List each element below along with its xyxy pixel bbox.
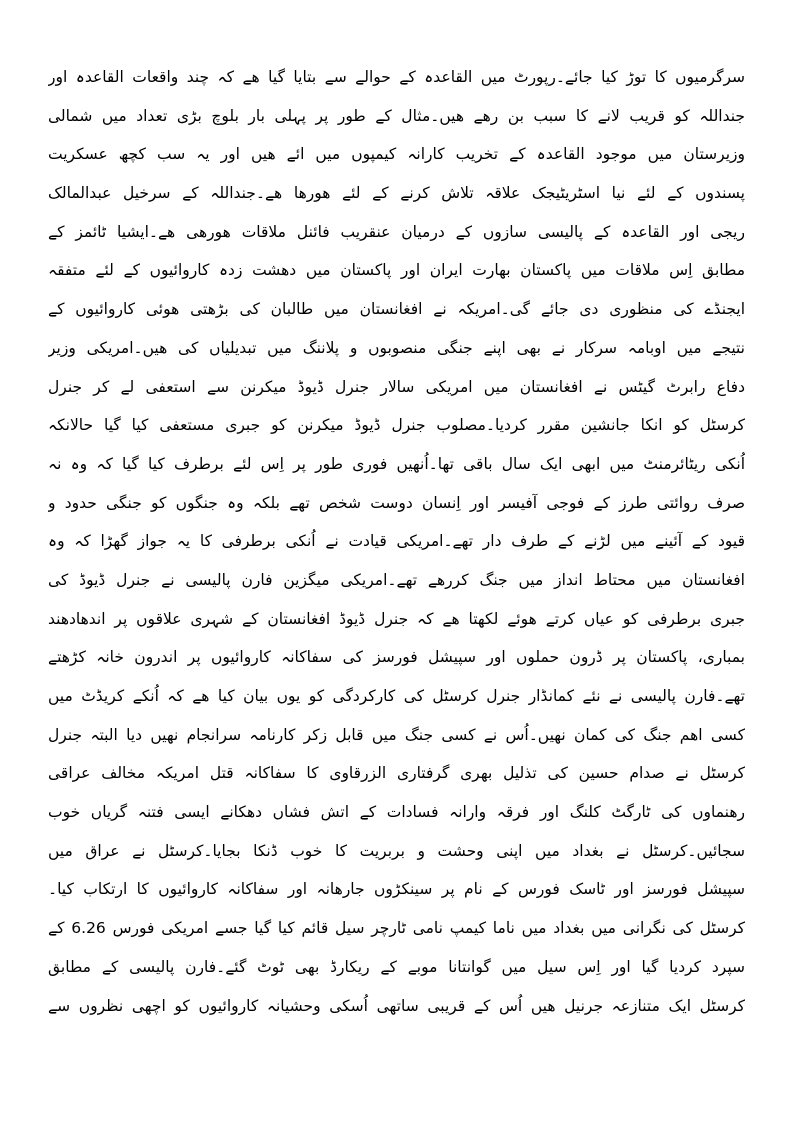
text-line-1: سرگرمیوں کا توڑ کیا جائے۔رپورٹ میں القاعدہ کے حوالے سے بتایا گیا ھے کہ چند واقعات القاعدہ اور — [48, 68, 745, 86]
text-line-8: نتیجے میں اوبامہ سرکار نے بھی اپنے جنگی منصوبوں و پلاننگ میں تبدیلیاں کی ھیں۔امریکی وزیر — [48, 338, 745, 357]
text-line-15: جبری برطرفی کو عیاں کرتے ھوئے لکھتا ھے کہ جنرل ڈیوڈ افغانستان کے شہری علاقوں پر اندھادھند — [48, 609, 745, 628]
text-line-25: کرسٹل ایک متنازعہ جرنیل ھیں اُس کے قریبی ساتھی اُسکی وحشیانہ کاروائیوں کو اچھی نظروں سے — [48, 996, 745, 1015]
text-line-17: تھے۔فارن پالیسی نے نئے کمانڈار جنرل کرسٹل کی کارکردگی کو یوں بیان کیا ھے کہ اُنکے کریڈٹ میں — [48, 687, 745, 705]
text-line-22: سپیشل فورسز اور ٹاسک فورس کے نام پر سینکڑوں جارھانہ اور سفاکانہ کاروائیوں کا ارتکاب کیا۔ — [48, 880, 745, 899]
text-line-19: کرسٹل نے صدام حسین کی تذلیل بھری گرفتاری الزرقاوی کا سفاکانہ قتل امریکہ مخالف عراقی — [48, 764, 745, 783]
text-line-10: کرسٹل کو انکا جانشین مقرر کردیا۔مصلوب جنرل ڈیوڈ میکرنن کو جبری مستعفی کیا گیا حالانکہ — [48, 416, 745, 435]
text-line-6: مطابق اِس ملاقات میں پاکستان بھارت ایران اور پاکستان میں دھشت زدہ کاروائیوں کے لئے متفقہ — [48, 261, 745, 280]
document-body — [48, 58, 745, 1025]
text-line-13: قیود کے آئینے میں لڑنے کے طرف دار تھے۔امریکی قیادت نے اُنکی برطرفی کا یہ جواز گھڑا کہ وہ — [48, 532, 745, 551]
text-line-2: جنداللہ کو قریب لانے کا سبب بن رھے ھیں۔مثال کے طور پر پہلی بار بلوچ بڑی تعداد میں شمالی — [48, 106, 745, 125]
text-line-24: سپرد کردیا گیا اور اِس سیل میں گوانتانا موبے کے ریکارڈ بھی ٹوٹ گئے۔فارن پالیسی کے مطابق — [48, 957, 745, 976]
text-line-18: کسی اھم جنگ کی کمان نھیں۔اُس نے کسی جنگ میں قابل زکر کارنامہ سرانجام نھیں دیا البتہ جنرل — [48, 725, 745, 744]
text-line-11: اُنکی ریٹائرمنٹ میں ابھی ایک سال باقی تھا۔اُنھیں فوری طور پر اِس لئے برطرف کیا گیا کہ وہ نہ — [48, 454, 745, 473]
text-line-3: وزیرستان میں موجود القاعدہ کے تخریب کارانہ کیمپوں میں ائے ھیں اور یہ سب کچھ عسکریت — [48, 145, 745, 164]
text-line-16: بمباری، پاکستان پر ڈرون حملوں اور سپیشل فورسز کی سفاکانہ کاروائیوں پر اندرون خانہ کڑھتے — [48, 648, 745, 667]
text-line-21: سجائیں۔کرسٹل نے بغداد میں اپنی وحشت و بربریت کا خوب ڈنکا بجایا۔کرسٹل نے عراق میں — [48, 841, 745, 860]
text-line-20: رھنماوں کی ٹارگٹ کلنگ اور فرقہ وارانہ فسادات کے اتش فشاں دھکانے ایسی فتنہ گریاں خوب — [48, 803, 745, 822]
text-line-23: کرسٹل کی نگرانی میں بغداد میں ناما کیمپ نامی ٹارچر سیل قائم کیا گیا جسے امریکی فورس 6.26 کے — [48, 919, 745, 938]
text-line-12: صرف روائتی طرز کے فوجی آفیسر اور اِنسان دوست شخص تھے بلکہ وہ جنگوں کو جنگی حدود و — [48, 493, 745, 512]
text-line-5: ریجی اور القاعدہ کے پالیسی سازوں کے درمیان عنقریب فائنل ملاقات ھورھی ھے۔ایشیا ٹائمز کے — [48, 222, 745, 241]
text-line-9: دفاع رابرٹ گیٹس نے افغانستان میں امریکی سالار جنرل ڈیوڈ میکرنن سے استعفی لے کر جنرل — [48, 377, 745, 396]
text-line-7: ایجنڈے کی منظوری دی جائے گی۔امریکہ نے افغانستان میں طالبان کی بڑھتی ھوئی کاروائیوں کے — [48, 300, 745, 319]
text-line-14: افغانستان میں محتاط انداز میں جنگ کررھے تھے۔امریکی میگزین فارن پالیسی نے جنرل ڈیوڈ کی — [48, 570, 745, 589]
text-line-4: پسندوں کے لئے نیا اسٹریٹیجک علاقہ تلاش کرنے کے لئے ھورھا ھے۔جنداللہ کے سرخیل عبدالمالک — [48, 184, 745, 203]
